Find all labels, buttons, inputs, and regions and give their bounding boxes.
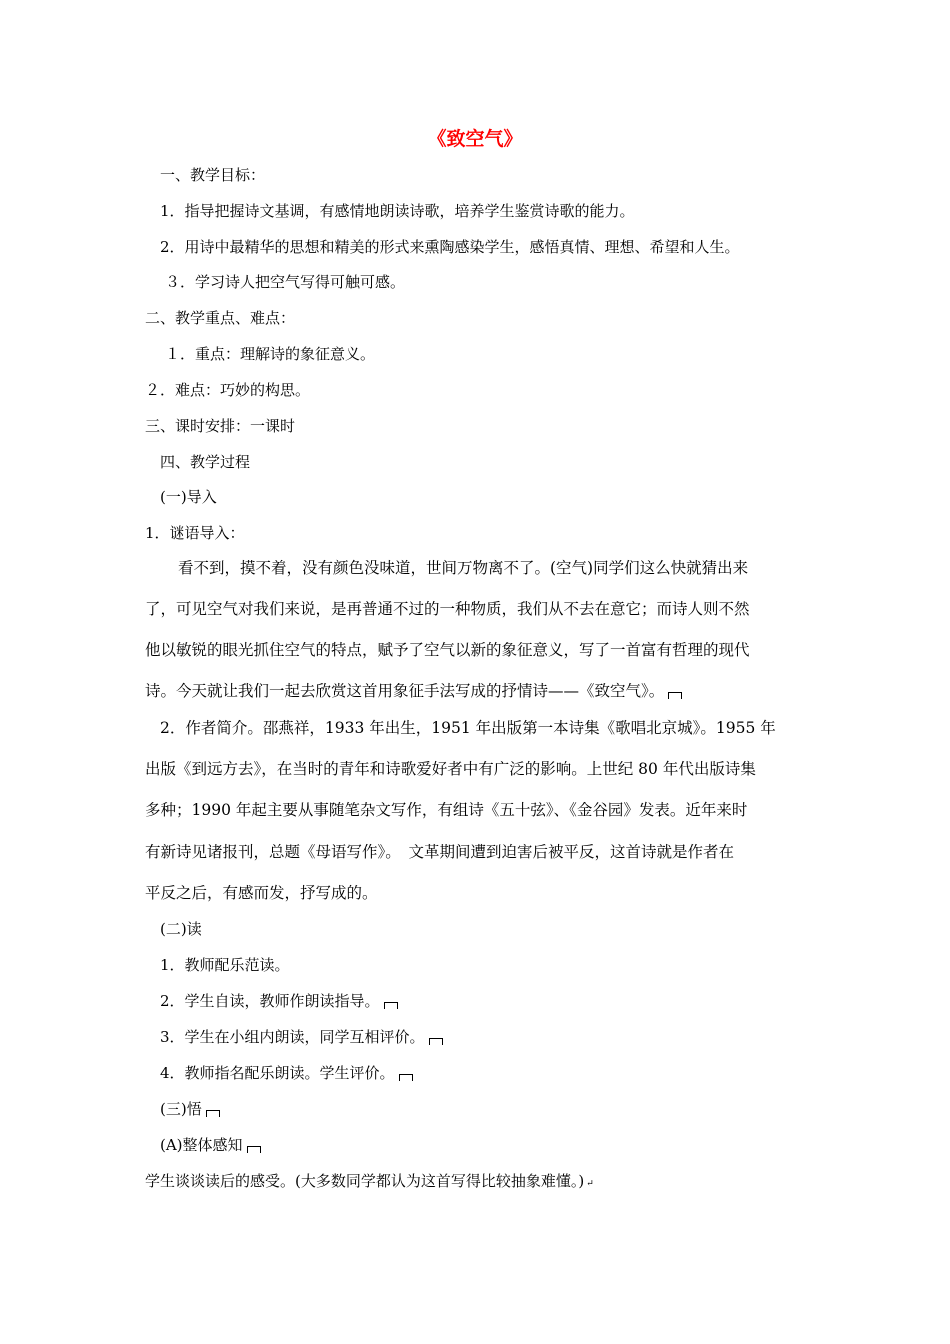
riddle-heading: 1．谜语导入： xyxy=(145,524,245,542)
read-item-text: 4．教师指名配乐朗读。学生评价。 xyxy=(160,1064,395,1082)
process-heading: 四、教学过程 xyxy=(160,453,251,471)
read-item xyxy=(160,1027,443,1047)
keypoints-heading: 二、教学重点、难点： xyxy=(145,309,296,327)
author-line: 出版《到远方去》，在当时的青年和诗歌爱好者中有广泛的影响。上世纪 80 年代出版诗集 xyxy=(145,760,756,778)
goals-heading: 一、教学目标： xyxy=(160,166,266,184)
read-item-text: 3．学生在小组内朗读，同学互相评价。 xyxy=(160,1028,425,1046)
read-item xyxy=(160,991,398,1011)
read-heading: (二)读 xyxy=(160,920,202,938)
schedule-line: 三、课时安排：一课时 xyxy=(145,417,296,435)
feeling-line xyxy=(145,1171,594,1194)
goal-item-2: 2．用诗中最精华的思想和精美的形式来熏陶感染学生，感悟真情、理想、希望和人生。 xyxy=(160,238,740,256)
overall-heading xyxy=(160,1135,261,1155)
riddle-line: 他以敏锐的眼光抓住空气的特点，赋予了空气以新的象征意义，写了一首富有哲理的现代 xyxy=(145,641,750,659)
author-line: 多种；1990 年起主要从事随笔杂文写作，有组诗《五十弦》、《金谷园》发表。近年来时 xyxy=(145,801,748,819)
feeling-text: 学生谈谈读后的感受。(大多数同学都认为这首写得比较抽象难懂。) xyxy=(145,1172,585,1190)
riddle-line-last xyxy=(145,681,682,701)
document-title: 《致空气》 xyxy=(427,128,523,150)
author-line: 2．作者简介。邵燕祥，1933 年出生，1951 年出版第一本诗集《歌唱北京城》。1955 年 xyxy=(160,719,776,737)
intro-heading: (一)导入 xyxy=(160,488,217,506)
goal-item-3: ３．学习诗人把空气写得可触可感。 xyxy=(165,273,406,291)
keypoint-item-2: ２．难点：巧妙的构思。 xyxy=(145,381,311,399)
understand-heading-text: (三)悟 xyxy=(160,1100,202,1118)
paragraph-mark-icon xyxy=(399,1074,413,1081)
paragraph-mark-icon xyxy=(247,1146,261,1153)
paragraph-mark-icon xyxy=(668,692,682,699)
riddle-line: 了，可见空气对我们来说，是再普通不过的一种物质，我们从不去在意它；而诗人则不然 xyxy=(145,600,750,618)
paragraph-mark-icon xyxy=(206,1110,220,1117)
paragraph-end-icon: ↵ xyxy=(586,1179,594,1189)
read-item-text: 2．学生自读，教师作朗读指导。 xyxy=(160,992,380,1010)
author-line: 平反之后，有感而发，抒写成的。 xyxy=(145,884,378,902)
riddle-line-text: 诗。今天就让我们一起去欣赏这首用象征手法写成的抒情诗——《致空气》。 xyxy=(145,682,665,700)
author-line: 有新诗见诸报刊，总题《母语写作》。 文革期间遭到迫害后被平反，这首诗就是作者在 xyxy=(145,843,735,861)
read-item: 1．教师配乐范读。 xyxy=(160,956,290,974)
goal-item-1: 1．指导把握诗文基调，有感情地朗读诗歌，培养学生鉴赏诗歌的能力。 xyxy=(160,202,635,220)
overall-heading-text: (A)整体感知 xyxy=(160,1136,243,1154)
paragraph-mark-icon xyxy=(384,1002,398,1009)
understand-heading xyxy=(160,1099,220,1119)
read-item xyxy=(160,1063,413,1083)
riddle-line: 看不到，摸不着，没有颜色没味道，世间万物离不了。(空气)同学们这么快就猜出来 xyxy=(178,559,749,577)
paragraph-mark-icon xyxy=(429,1038,443,1045)
keypoint-item-1: １．重点：理解诗的象征意义。 xyxy=(165,345,376,363)
